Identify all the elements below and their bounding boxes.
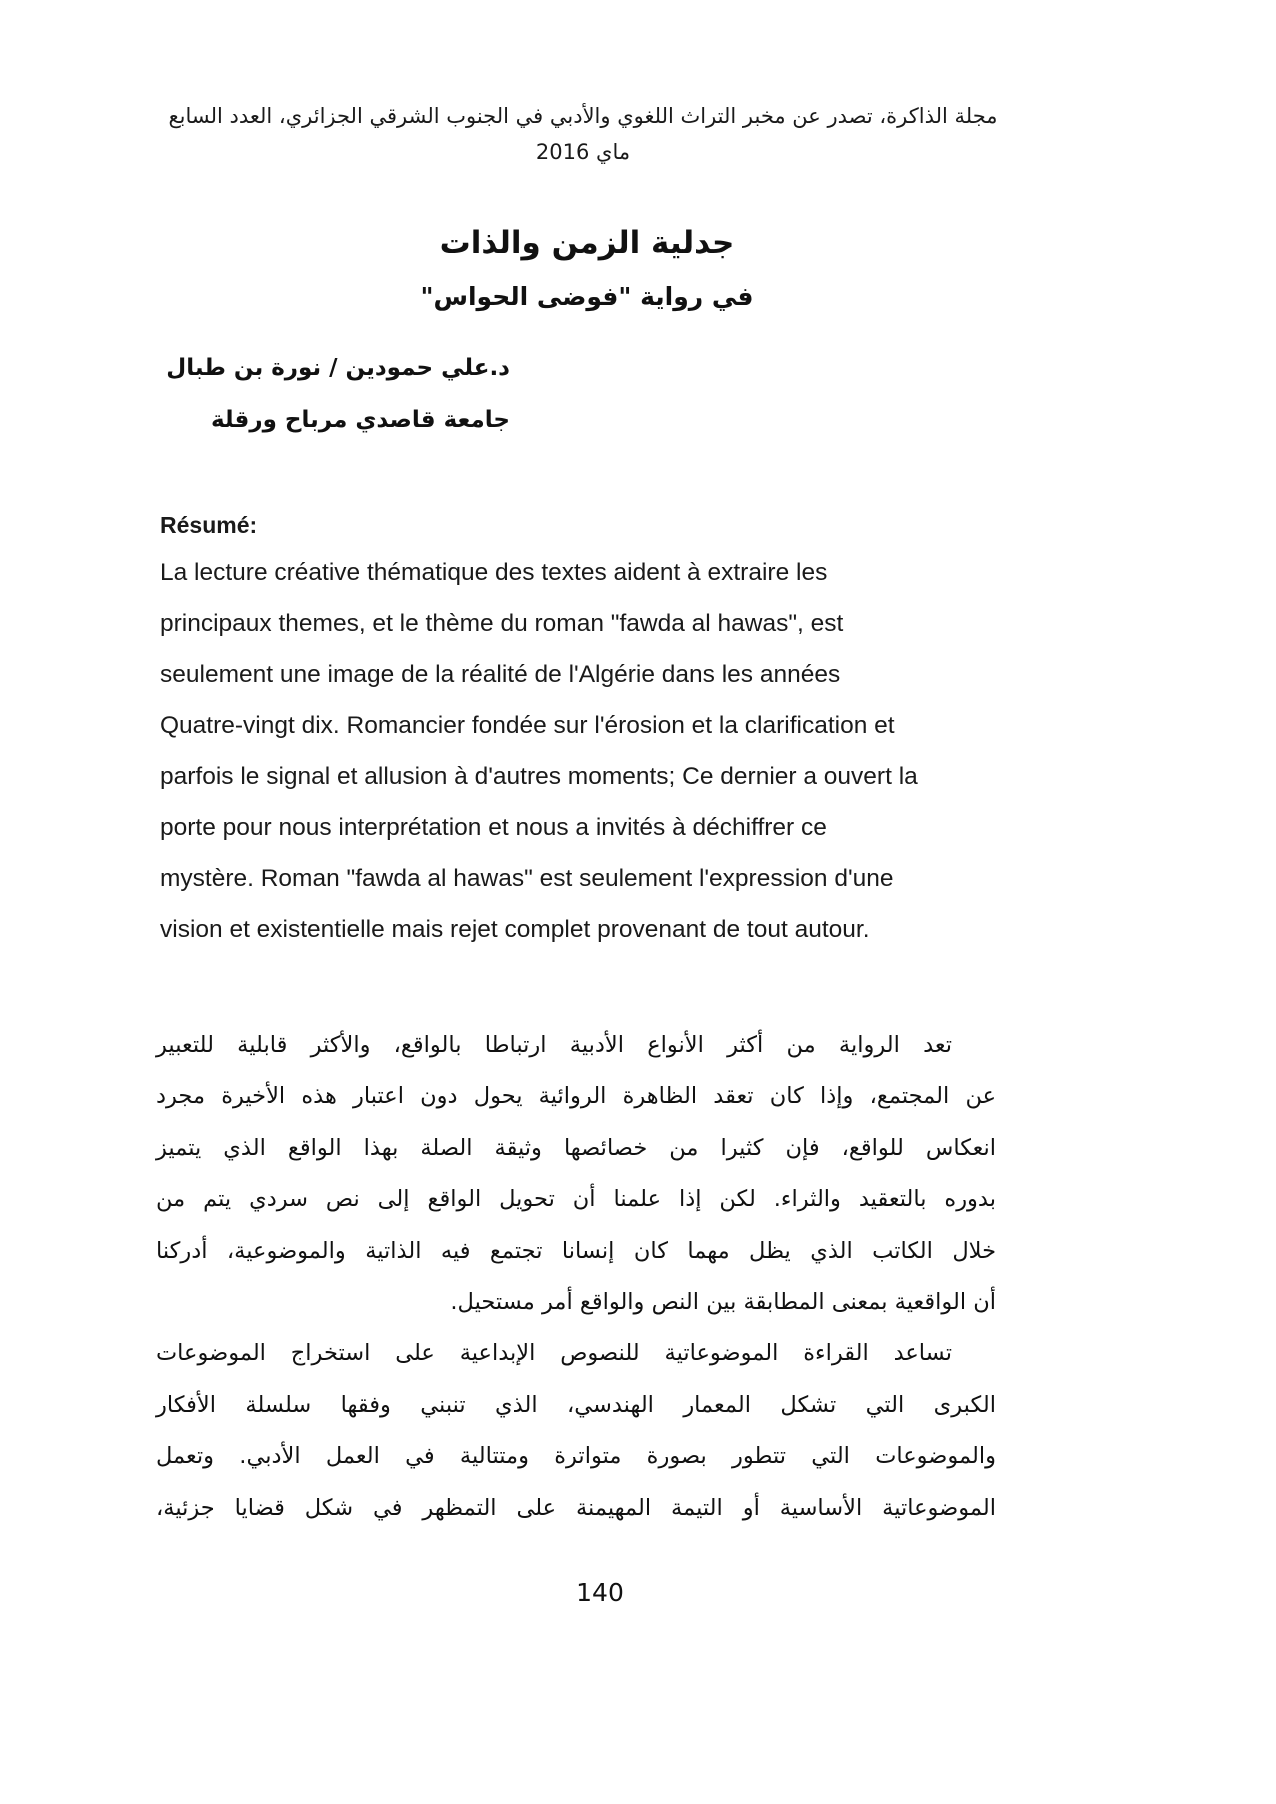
author-block (160, 342, 510, 446)
abstract-line: principaux themes, et le thème du roman "fawda al hawas", est (160, 610, 844, 637)
abstract-line: porte pour nous interprétation et nous a invités à déchiffrer ce (160, 814, 827, 841)
body-line: بدوره بالتعقيد والثراء. لكن إذا علمنا أن تحويل الواقع إلى نص سردي يتم من (156, 1186, 996, 1213)
article-title: جدلية الزمن والذات (439, 225, 735, 261)
article-title-block (160, 220, 1014, 318)
body-line: الكبرى التي تشكل المعمار الهندسي، الذي تنبني وفقها سلسلة الأفكار (156, 1391, 996, 1418)
journal-header (120, 98, 1046, 170)
abstract-section (160, 505, 1090, 955)
article-body (156, 1020, 996, 1534)
body-line: الموضوعاتية الأساسية أو التيمة المهيمنة على التمظهر في شكل قضايا جزئية، (156, 1494, 996, 1521)
body-line: عن المجتمع، وإذا كان تعقد الظاهرة الروائية يحول دون اعتبار هذه الأخيرة مجرد (156, 1083, 996, 1110)
abstract-heading: Résumé: (160, 512, 258, 538)
author-affiliation: جامعة قاصدي مرباح ورقلة (210, 407, 510, 433)
abstract-line: seulement une image de la réalité de l'Algérie dans les années (160, 661, 841, 688)
abstract-line: parfois le signal et allusion à d'autres moments; Ce dernier a ouvert la (160, 763, 918, 790)
abstract-line: vision et existentielle mais rejet complet provenant de tout autour. (160, 916, 870, 943)
abstract-line: mystère. Roman "fawda al hawas" est seulement l'expression d'une (160, 865, 894, 892)
body-line: تعد الرواية من أكثر الأنواع الأدبية ارتباطا بالواقع، والأكثر قابلية للتعبير (156, 1032, 952, 1058)
body-paragraph-2 (156, 1328, 996, 1534)
body-line: والموضوعات التي تتطور بصورة متواترة ومتتالية في العمل الأدبي. وتعمل (156, 1443, 996, 1470)
body-line: تساعد القراءة الموضوعاتية للنصوص الإبداعية على استخراج الموضوعات (156, 1340, 952, 1367)
abstract-line: La lecture créative thématique des textes aident à extraire les (160, 559, 828, 586)
body-line: أن الواقعية بمعنى المطابقة بين النص والواقع أمر مستحيل. (450, 1289, 996, 1316)
journal-header-line-1: مجلة الذاكرة، تصدر عن مخبر التراث اللغوي والأدبي في الجنوب الشرقي الجزائري، العدد السابع (168, 104, 998, 128)
article-subtitle: في رواية "فوضى الحواس" (420, 282, 754, 311)
body-line: خلال الكاتب الذي يظل مهما كان إنسانا تجتمع فيه الذاتية والموضوعية، أدركنا (156, 1237, 996, 1264)
author-names: د.علي حمودين / نورة بن طبال (166, 355, 510, 381)
body-line: انعكاس للواقع، فإن كثيرا من خصائصها وثيقة الصلة بهذا الواقع الذي يتميز (156, 1134, 996, 1161)
abstract-line: Quatre-vingt dix. Romancier fondée sur l'érosion et la clarification et (160, 712, 895, 739)
journal-header-line-2: ماي 2016 (535, 140, 631, 164)
page-number: 140 (576, 1578, 624, 1607)
body-paragraph-1 (156, 1020, 996, 1328)
